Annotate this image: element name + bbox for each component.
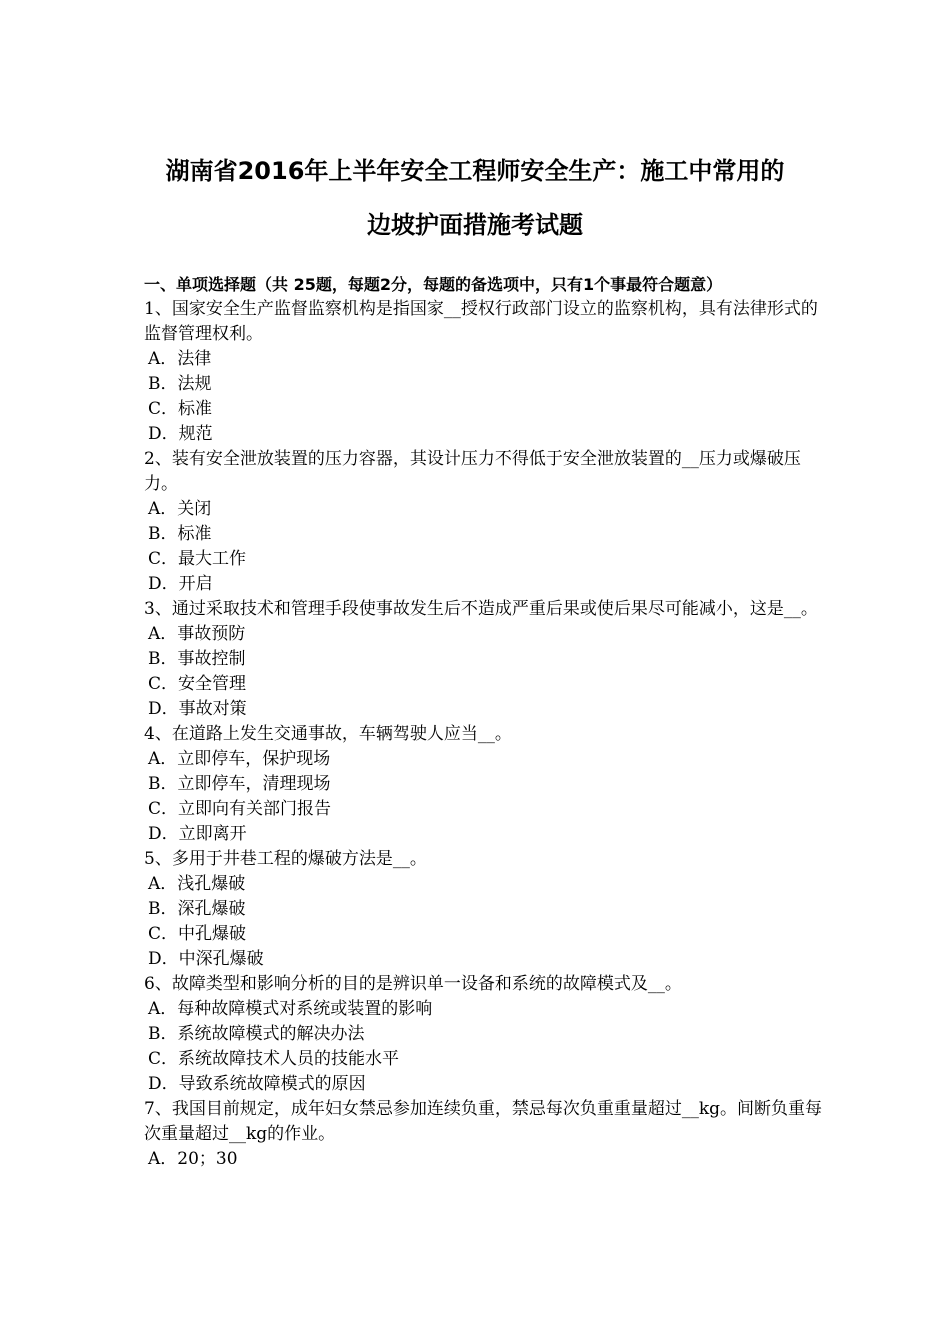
question-block: [144, 597, 824, 722]
question-block: [144, 1097, 824, 1172]
answer-option: A．每种故障模式对系统或装置的影响: [148, 999, 433, 1019]
answer-option: A．法律: [148, 349, 212, 369]
answer-option: A．20；30: [148, 1149, 238, 1169]
answer-option: C．最大工作: [148, 549, 247, 569]
answer-option: B．标准: [148, 524, 212, 544]
question-block: [144, 447, 824, 597]
answer-option: C．标准: [148, 399, 213, 419]
answer-option: D．立即离开: [148, 824, 247, 844]
question-stem: 7、我国目前规定，成年妇女禁忌参加连续负重，禁忌每次负重重量超过__kg。间断负重每次重量超过__kg的作业。: [144, 1099, 822, 1144]
question-stem: 4、在道路上发生交通事故，车辆驾驶人应当__。: [144, 724, 512, 744]
answer-option: D．中深孔爆破: [148, 949, 264, 969]
answer-option: D．规范: [148, 424, 213, 444]
section-heading: 一、单项选择题（共 25题，每题2分，每题的备选项中，只有1个事最符合题意）: [144, 275, 723, 294]
answer-option: A．关闭: [148, 499, 212, 519]
question-block: [144, 847, 824, 972]
answer-option: C．立即向有关部门报告: [148, 799, 332, 819]
question-stem: 3、通过采取技术和管理手段使事故发生后不造成严重后果或使后果尽可能减小，这是__。: [144, 599, 818, 619]
answer-option: D．开启: [148, 574, 213, 594]
answer-option: B．深孔爆破: [148, 899, 246, 919]
answer-option: A．立即停车，保护现场: [148, 749, 331, 769]
title-line-1: 湖南省2016年上半年安全工程师安全生产：施工中常用的: [165, 157, 785, 185]
answer-option: D．导致系统故障模式的原因: [148, 1074, 366, 1094]
document-title: [120, 144, 830, 252]
question-stem: 1、国家安全生产监督监察机构是指国家__授权行政部门设立的监察机构，具有法律形式的监督管理权利。: [144, 299, 818, 344]
answer-option: A．浅孔爆破: [148, 874, 246, 894]
answer-option: B．法规: [148, 374, 212, 394]
answer-option: B．事故控制: [148, 649, 246, 669]
title-line-2: 边坡护面措施考试题: [367, 211, 583, 239]
question-block: [144, 297, 824, 447]
question-block: [144, 972, 824, 1097]
answer-option: C．中孔爆破: [148, 924, 247, 944]
answer-option: B．系统故障模式的解决办法: [148, 1024, 365, 1044]
answer-option: B．立即停车，清理现场: [148, 774, 331, 794]
answer-option: C．系统故障技术人员的技能水平: [148, 1049, 400, 1069]
answer-option: A．事故预防: [148, 624, 246, 644]
answer-option: C．安全管理: [148, 674, 247, 694]
answer-option: D．事故对策: [148, 699, 247, 719]
question-stem: 2、装有安全泄放装置的压力容器，其设计压力不得低于安全泄放装置的__压力或爆破压力。: [144, 449, 801, 494]
question-stem: 5、多用于井巷工程的爆破方法是__。: [144, 849, 427, 869]
exam-content: [144, 272, 824, 1172]
question-block: [144, 722, 824, 847]
question-stem: 6、故障类型和影响分析的目的是辨识单一设备和系统的故障模式及__。: [144, 974, 682, 994]
